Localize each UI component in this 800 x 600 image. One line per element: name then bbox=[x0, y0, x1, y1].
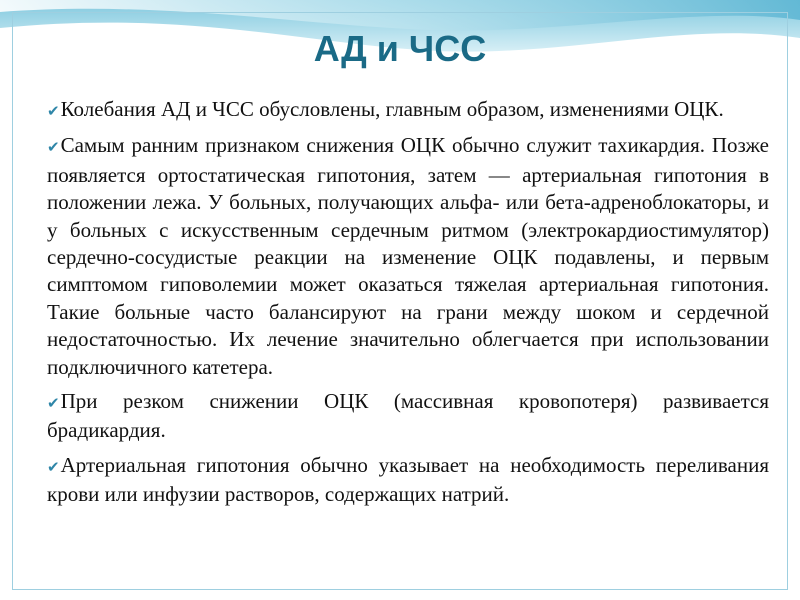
bullet-item bbox=[47, 132, 769, 381]
slide-title: АД и ЧСС bbox=[313, 28, 487, 69]
bullet-text: Артериальная гипотония обычно указывает на необходимость переливания крови или инфузии растворов, содержащих натрий. bbox=[47, 452, 769, 507]
check-mark-icon: ✔ bbox=[47, 138, 60, 157]
bullet-item bbox=[47, 452, 769, 509]
bullet-item bbox=[47, 388, 769, 445]
bullet-text: Самым ранним признаком снижения ОЦК обычно служит тахикардия. Позже появляется ортостатическая гипотония, затем — артериальная гипотония в положении лежа. У больных, получающих альфа- или бета-адреноблокаторы, и у больных с искусственным сердечным ритмом (электрокардиостимулятор) сердечно-сосудистые реакции на изменение ОЦК подавлены, и первым симптомом гиповолемии может оказаться тяжелая артериальная гипотония. Такие больные часто балансируют на грани между шоком и сердечной недостаточностью. Их лечение значительно облегчается при использовании подключичного катетера. bbox=[47, 133, 769, 379]
bullet-text: Колебания АД и ЧСС обусловлены, главным образом, изменениями ОЦК. bbox=[60, 97, 724, 121]
check-mark-icon: ✔ bbox=[47, 457, 60, 476]
check-mark-icon: ✔ bbox=[47, 102, 60, 120]
bullet-text: При резком снижении ОЦК (массивная кровопотеря) развивается брадикардия. bbox=[47, 389, 769, 443]
bullet-item bbox=[47, 96, 769, 125]
check-mark-icon: ✔ bbox=[47, 394, 60, 413]
bullet-list bbox=[47, 96, 769, 516]
